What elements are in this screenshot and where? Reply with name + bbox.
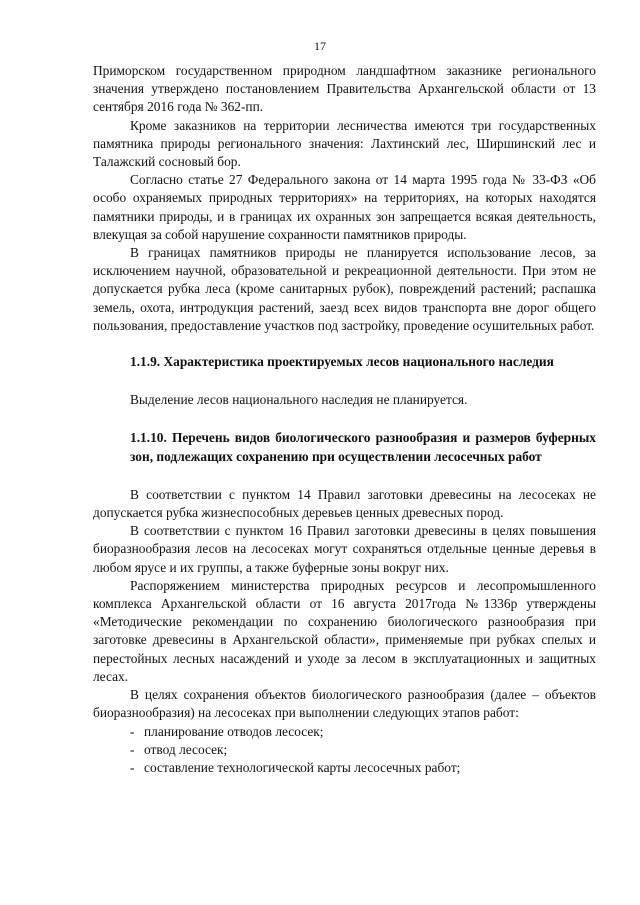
paragraph: Выделение лесов национального наследия не планируется.	[130, 392, 468, 408]
section-heading-1-1-10: 1.1.10. Перечень видов биологического разнообразия и размеров буферных зон, подлежащих сохранению при осуществлении лесосечных работ	[130, 430, 596, 464]
paragraph: Распоряжением министерства природных ресурсов и лесопромышленного комплекса Архангельской области от 16 августа 2017года №1336р утверждены «Методические рекомендации по сохранению биологического разнообразия при заготовке древесины в Архангельской области», применяемые при рубках спелых и перестойных лесных насаждений и уходе за лесом в эксплуатационных и защитных лесах.	[93, 577, 596, 684]
paragraph: Согласно статье 27 Федерального закона от 14 марта 1995 года № 33-ФЗ «Об особо охраняемых природных территориях» на территориях, на которых находятся памятники природы, и в границах их охранных зон запрещается всякая деятельность, влекущая за собой нарушение сохранности памятников природы.	[93, 172, 596, 242]
section-heading-1-1-9: 1.1.9. Характеристика проектируемых лесов национального наследия	[130, 354, 554, 370]
list-item-text: отвод лесосек;	[144, 741, 228, 757]
list-item-text: составление технологической карты лесосечных работ;	[144, 759, 461, 775]
paragraph: Приморском государственном природном ландшафтном заказнике регионального значения утверждено постановлением Правительства Архангельской области от 13 сентября 2016 года № 362-пп.	[93, 63, 596, 115]
list-item	[93, 759, 596, 777]
page-number: 17	[314, 39, 326, 53]
paragraph: В границах памятников природы не планируется использование лесов, за исключением научной, образовательной и рекреационной деятельности. При этом не допускается рубка леса (кроме санитарных рубок), повреждений растений; распашка земель, охота, интродукция растений, заезд всех видов транспорта вне дорог общего пользования, предоставление участков под застройку, проведение осушительных работ.	[93, 245, 596, 333]
list-item	[93, 741, 596, 759]
paragraph: В соответствии с пунктом 16 Правил заготовки древесины в целях повышения биоразнообразия лесов на лесосеках могут сохраняться отдельные ценные деревья в любом ярусе и их группы, а также буферные зоны вокруг них.	[93, 523, 596, 575]
paragraph: Кроме заказников на территории лесничества имеются три государственных памятника природы регионального значения: Лахтинский лес, Ширшинский лес и Талажский сосновый бор.	[93, 117, 596, 170]
bullet-list	[93, 723, 596, 778]
paragraph: В соответствии с пунктом 14 Правил заготовки древесины на лесосеках не допускается рубка жизнеспособных деревьев ценных древесных пород.	[93, 486, 596, 521]
list-item	[93, 723, 596, 741]
page-body	[93, 62, 596, 777]
list-marker: -	[130, 741, 135, 757]
list-marker: -	[130, 759, 135, 775]
list-item-text: планирование отводов лесосек;	[144, 723, 324, 739]
list-marker: -	[130, 723, 135, 739]
paragraph: В целях сохранения объектов биологического разнообразия (далее – объектов биоразнообразия) на лесосеках при выполнении следующих этапов работ:	[93, 687, 596, 721]
